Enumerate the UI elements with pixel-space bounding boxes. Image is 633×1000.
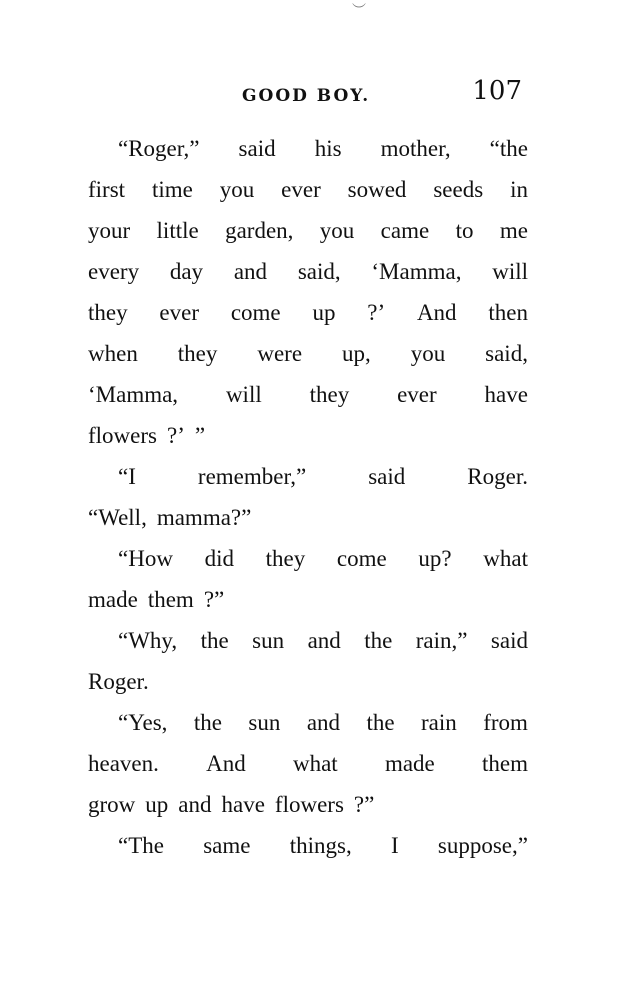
word: remember,” [197,464,307,489]
word: time [151,177,193,202]
word: first [88,177,126,202]
text-line [88,743,528,784]
word: ever [397,382,437,407]
word: them [147,587,194,612]
text-line [88,702,528,743]
word: them [481,751,528,776]
text-line [88,128,528,169]
text-line [88,415,528,456]
text-line [88,333,528,374]
word: and [178,792,212,817]
word: I [390,833,399,858]
word: they [177,341,218,366]
word: ever [281,177,321,202]
word: the [200,628,229,653]
page-number: 107 [472,76,522,106]
page-header [90,76,530,116]
word: the [193,710,222,735]
word: your [88,218,131,243]
word: you [319,218,355,243]
word: “the [489,136,528,161]
word: what [483,546,528,571]
word: garden, [225,218,294,243]
word: will [492,259,528,284]
word: were [257,341,303,366]
word: made [88,587,138,612]
word: and [306,710,341,735]
word: little [156,218,199,243]
word: they [309,382,350,407]
word: have [484,382,528,407]
word: said [490,628,528,653]
word: mother, [380,136,451,161]
word: ” [194,423,206,448]
text-line [88,292,528,333]
word: up? [418,546,452,571]
word: ?” [353,792,375,817]
word: came [380,218,430,243]
word: up, [341,341,371,366]
text-line [88,579,528,620]
word: rain [421,710,457,735]
word: will [225,382,262,407]
word: when [88,341,138,366]
word: rain,” [415,628,468,653]
word: have [221,792,265,817]
word: they [265,546,306,571]
word: the [366,710,395,735]
word: sun [252,628,285,653]
word: made [384,751,435,776]
word: ?’ [166,423,185,448]
running-head: GOOD BOY. [242,86,371,106]
word: “The [118,833,164,858]
word: seeds [433,177,484,202]
word: then [488,300,528,325]
word: And [416,300,457,325]
word: every [88,259,140,284]
word: Roger. [467,464,528,489]
word: you [410,341,446,366]
word: and [307,628,341,653]
word: And [206,751,246,776]
text-line [88,497,528,538]
text-line [88,251,528,292]
text-line [88,374,528,415]
word: mamma?” [156,505,252,530]
word: Roger. [88,669,149,694]
text-line [88,538,528,579]
word: “Yes, [118,710,168,735]
word: ?’ [367,300,386,325]
word: suppose,” [437,833,528,858]
word: “I [118,464,136,489]
word: said, [485,341,528,366]
word: said [368,464,406,489]
word: sun [248,710,281,735]
word: “Well, [88,505,147,530]
word: ‘Mamma, [371,259,462,284]
text-line [88,620,528,661]
word: the [364,628,393,653]
word: did [204,546,234,571]
word: from [483,710,528,735]
word: me [499,218,528,243]
word: grow [88,792,136,817]
gutter-mark: ︶ [352,3,366,19]
text-line [88,169,528,210]
word: you [219,177,255,202]
body-text [88,128,528,866]
word: “Why, [118,628,178,653]
text-line [88,456,528,497]
word: same [203,833,251,858]
word: said [238,136,276,161]
text-line [88,825,528,866]
word: in [510,177,528,202]
word: said, [297,259,341,284]
word: things, [289,833,352,858]
word: ?” [203,587,225,612]
word: up [312,300,336,325]
word: and [233,259,268,284]
word: up [145,792,169,817]
word: “How [118,546,173,571]
word: come [230,300,281,325]
word: flowers [88,423,157,448]
word: what [292,751,338,776]
word: his [314,136,342,161]
word: flowers [274,792,344,817]
word: to [455,218,474,243]
word: come [336,546,387,571]
word: heaven. [88,751,159,776]
text-line [88,784,528,825]
word: ever [159,300,199,325]
text-line [88,210,528,251]
word: they [88,300,128,325]
word: “Roger,” [118,136,200,161]
word: day [169,259,204,284]
text-line [88,661,528,702]
word: ‘Mamma, [88,382,179,407]
word: sowed [347,177,407,202]
